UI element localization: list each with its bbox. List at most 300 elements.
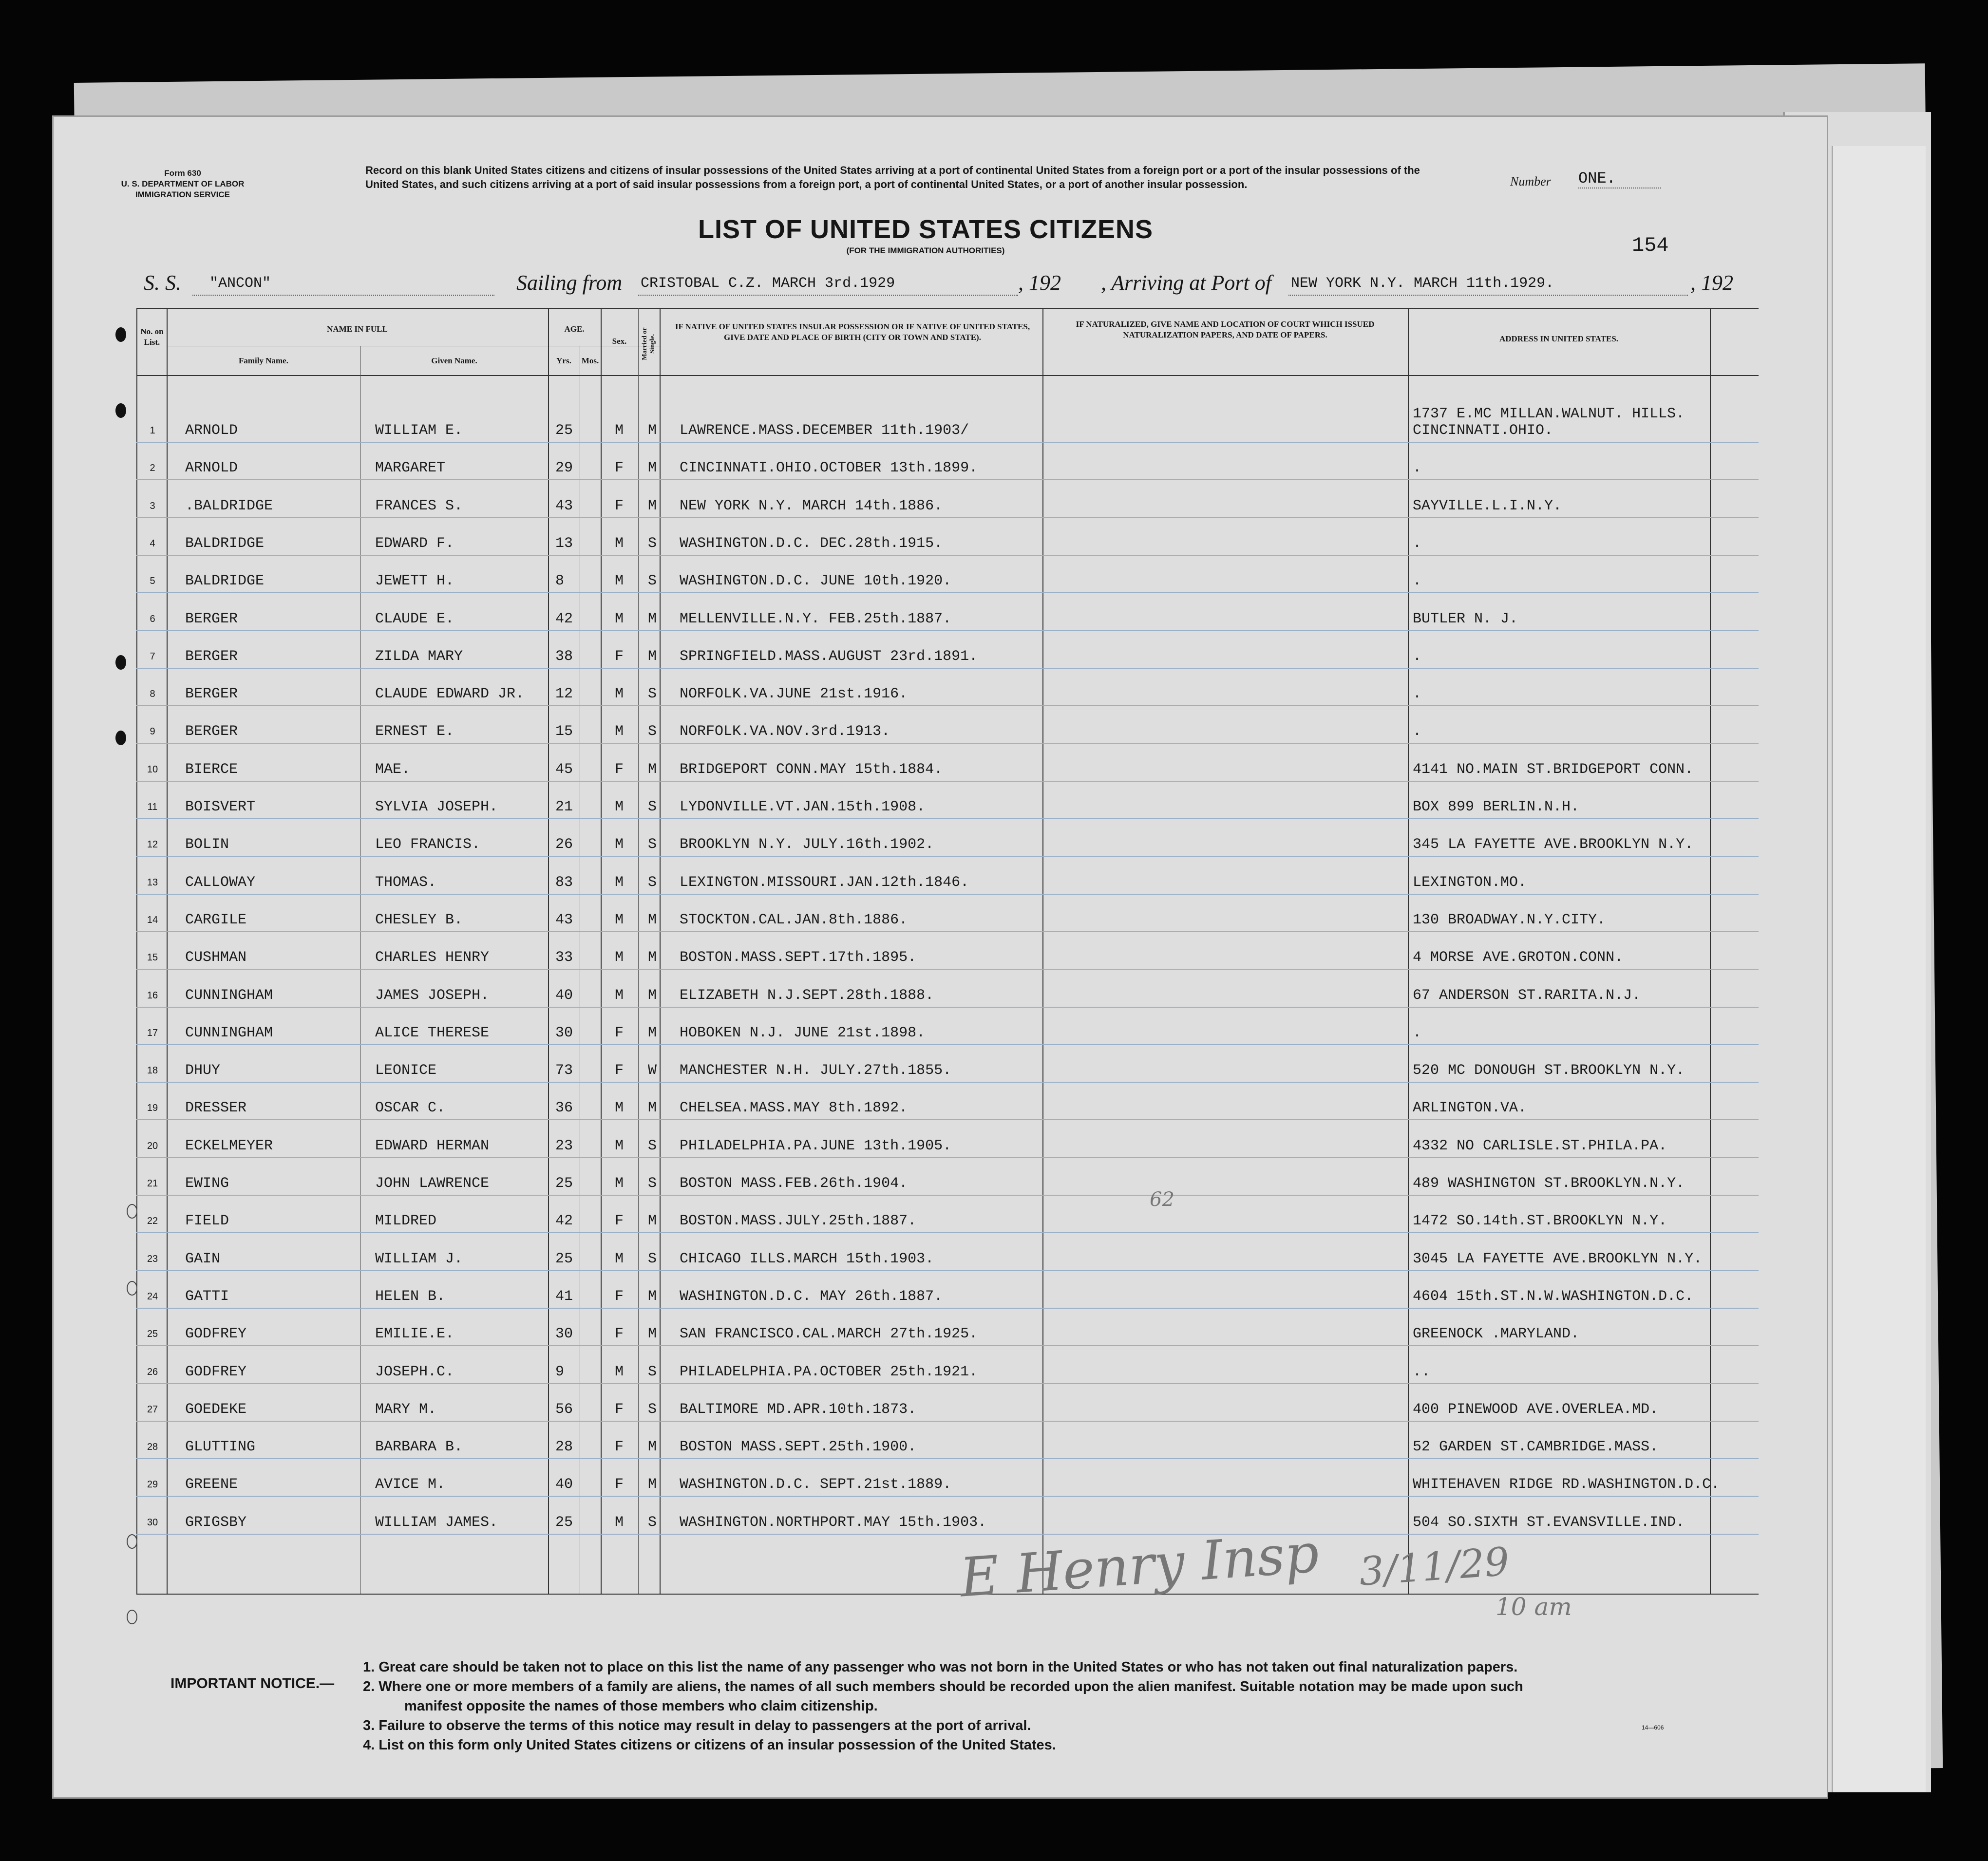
punch-hole (115, 403, 126, 418)
birth-place-date: HOBOKEN N.J. JUNE 21st.1898. (680, 1024, 926, 1041)
address: GREENOCK .MARYLAND. (1413, 1326, 1580, 1343)
address: 4141 NO.MAIN ST.BRIDGEPORT CONN. (1413, 761, 1694, 778)
family-name: DRESSER (185, 1100, 247, 1117)
address: 67 ANDERSON ST.RARITA.N.J. (1413, 987, 1641, 1004)
given-name: JEWETT H. (375, 573, 454, 590)
given-name: WILLIAM J. (375, 1250, 463, 1267)
marital-status: M (648, 761, 657, 778)
col-border-mos (601, 308, 602, 1594)
row-rule (136, 743, 1759, 744)
marital-status: S (648, 535, 657, 552)
row-number: 7 (150, 651, 155, 662)
row-rule (136, 442, 1759, 443)
form-identifier (80, 168, 285, 200)
inspector-signature: E Henry Insp (958, 1522, 1321, 1609)
address: . (1413, 648, 1422, 665)
col-border-address (1710, 308, 1711, 1594)
birth-place-date: BOSTON.MASS.SEPT.17th.1895. (680, 949, 917, 966)
age-years: 30 (555, 1326, 573, 1343)
form-code: 14—606 (1642, 1724, 1664, 1731)
given-name: ZILDA MARY (375, 648, 463, 665)
given-name: EDWARD HERMAN (375, 1137, 490, 1154)
row-number: 2 (150, 463, 155, 474)
marital-status: W (648, 1062, 657, 1079)
address: 1472 SO.14th.ST.BROOKLYN N.Y. (1413, 1213, 1667, 1230)
row-number: 1 (150, 425, 155, 436)
birth-place-date: CHICAGO ILLS.MARCH 15th.1903. (680, 1250, 934, 1267)
sex: M (615, 836, 624, 853)
address: 520 MC DONOUGH ST.BROOKLYN N.Y. (1413, 1062, 1685, 1079)
row-number: 14 (147, 914, 158, 925)
row-rule (136, 894, 1759, 895)
punch-hole (115, 327, 126, 342)
ship-label: S. S. (144, 271, 181, 295)
marital-status: S (648, 1363, 657, 1380)
family-name: GREENE (185, 1476, 238, 1493)
year-label-1: , 192 (1018, 271, 1061, 295)
marital-status: S (648, 1514, 657, 1531)
birth-place-date: SAN FRANCISCO.CAL.MARCH 27th.1925. (680, 1326, 978, 1343)
marital-status: M (648, 1288, 657, 1305)
sex: M (615, 1363, 624, 1380)
marital-status: M (648, 610, 657, 627)
sex: F (615, 1401, 624, 1418)
service-name: IMMIGRATION SERVICE (135, 190, 230, 199)
family-name: BERGER (185, 723, 238, 740)
row-number: 5 (150, 576, 155, 587)
arriving-line (1288, 295, 1688, 296)
col-border-left (136, 308, 137, 1594)
age-years: 25 (555, 422, 573, 439)
address-line-2: CINCINNATI.OHIO. (1413, 422, 1553, 439)
family-name: ECKELMEYER (185, 1137, 273, 1154)
inspection-date: 3/11/29 (1358, 1539, 1511, 1595)
age-years: 45 (555, 761, 573, 778)
row-rule (136, 1082, 1759, 1083)
notice-item-2: 2. Where one or more members of a family are aliens, the names of all such members should be recorded upon the alien manifest. Suitable notation may be made upon such (363, 1679, 1523, 1694)
age-years: 40 (555, 1476, 573, 1493)
age-years: 40 (555, 987, 573, 1004)
row-number: 9 (150, 726, 155, 737)
age-years: 8 (555, 573, 565, 590)
family-name: BERGER (185, 610, 238, 627)
marital-status: S (648, 573, 657, 590)
given-name: CHARLES HENRY (375, 949, 490, 966)
birth-place-date: NORFOLK.VA.JUNE 21st.1916. (680, 686, 908, 703)
page-subtitle: (FOR THE IMMIGRATION AUTHORITIES) (846, 246, 1005, 255)
sex: F (615, 460, 624, 477)
age-years: 42 (555, 1213, 573, 1230)
family-name: GOEDEKE (185, 1401, 247, 1418)
sex: F (615, 761, 624, 778)
col-border-married (660, 308, 661, 1594)
birth-place-date: BOSTON MASS.SEPT.25th.1900. (680, 1439, 917, 1456)
family-name: BIERCE (185, 761, 238, 778)
age-years: 43 (555, 497, 573, 514)
col-border-given (548, 308, 549, 1594)
age-years: 30 (555, 1024, 573, 1041)
family-name: GATTI (185, 1288, 229, 1305)
birth-place-date: WASHINGTON.D.C. DEC.28th.1915. (680, 535, 943, 552)
birth-place-date: WASHINGTON.D.C. JUNE 10th.1920. (680, 573, 952, 590)
notice-item-4: 4. List on this form only United States citizens or citizens of an insular possession of the United States. (363, 1737, 1056, 1753)
sex: M (615, 535, 624, 552)
header-mos: Mos. (581, 356, 599, 365)
address: . (1413, 573, 1422, 590)
header-given-name: Given Name. (431, 356, 477, 365)
age-years: 56 (555, 1401, 573, 1418)
punch-hole (115, 655, 126, 670)
col-border-sex (638, 308, 639, 1594)
row-rule (136, 1195, 1759, 1196)
row-number: 6 (150, 613, 155, 624)
address: BUTLER N. J. (1413, 610, 1518, 627)
family-name: GAIN (185, 1250, 221, 1267)
given-name: WILLIAM E. (375, 422, 463, 439)
family-name: BERGER (185, 648, 238, 665)
sex: F (615, 1288, 624, 1305)
sex: M (615, 911, 624, 928)
arriving-label: , Arriving at Port of (1101, 271, 1271, 295)
header-married-single: Married or Single. (641, 327, 656, 360)
row-rule (136, 1458, 1759, 1459)
row-number: 21 (147, 1178, 158, 1189)
row-number: 13 (147, 877, 158, 888)
row-number: 23 (147, 1253, 158, 1264)
marital-status: M (648, 911, 657, 928)
birth-place-date: LAWRENCE.MASS.DECEMBER 11th.1903/ (680, 422, 969, 439)
marital-status: M (648, 648, 657, 665)
birth-place-date: SPRINGFIELD.MASS.AUGUST 23rd.1891. (680, 648, 978, 665)
marital-status: S (648, 686, 657, 703)
birth-place-date: BROOKLYN N.Y. JULY.16th.1902. (680, 836, 934, 853)
number-value: ONE. (1578, 169, 1661, 188)
birth-place-date: BOSTON.MASS.JULY.25th.1887. (680, 1213, 917, 1230)
given-name: LEO FRANCIS. (375, 836, 481, 853)
address: . (1413, 723, 1422, 740)
page-number: 154 (1632, 234, 1669, 257)
address: . (1413, 535, 1422, 552)
header-family-name: Family Name. (239, 356, 288, 365)
sex: M (615, 1137, 624, 1154)
given-name: ALICE THERESE (375, 1024, 490, 1041)
sex: F (615, 1213, 624, 1230)
age-years: 25 (555, 1250, 573, 1267)
address: 400 PINEWOOD AVE.OVERLEA.MD. (1413, 1401, 1659, 1418)
margin-mark: 62 (1150, 1188, 1174, 1211)
row-rule (136, 1534, 1759, 1535)
given-name: OSCAR C. (375, 1100, 446, 1117)
address: LEXINGTON.MO. (1413, 874, 1527, 891)
row-number: 25 (147, 1329, 158, 1340)
age-years: 83 (555, 874, 573, 891)
marital-status: M (648, 422, 657, 439)
age-years: 23 (555, 1137, 573, 1154)
row-number: 17 (147, 1027, 158, 1038)
paper-stack-edge-2 (1832, 146, 1926, 1792)
row-number: 16 (147, 990, 158, 1001)
marital-status: S (648, 1137, 657, 1154)
given-name: MARGARET (375, 460, 446, 477)
row-rule (136, 931, 1759, 932)
row-number: 22 (147, 1216, 158, 1227)
row-number: 3 (150, 500, 155, 511)
sex: M (615, 422, 624, 439)
sex: F (615, 1024, 624, 1041)
family-name: DHUY (185, 1062, 221, 1079)
sex: M (615, 987, 624, 1004)
row-rule (136, 856, 1759, 857)
row-number: 15 (147, 952, 158, 963)
given-name: EDWARD F. (375, 535, 454, 552)
family-name: BOLIN (185, 836, 229, 853)
address: .. (1413, 1363, 1431, 1380)
sex: M (615, 1100, 624, 1117)
department-name: U. S. DEPARTMENT OF LABOR (121, 179, 245, 188)
given-name: ERNEST E. (375, 723, 454, 740)
address: 4 MORSE AVE.GROTON.CONN. (1413, 949, 1624, 966)
sailing-label: Sailing from (516, 271, 623, 295)
address: WHITEHAVEN RIDGE RD.WASHINGTON.D.C. (1413, 1476, 1720, 1493)
given-name: BARBARA B. (375, 1439, 463, 1456)
row-rule (136, 818, 1759, 819)
given-name: JOHN LAWRENCE (375, 1175, 490, 1192)
birth-place-date: ELIZABETH N.J.SEPT.28th.1888. (680, 987, 934, 1004)
birth-place-date: MANCHESTER N.H. JULY.27th.1855. (680, 1062, 952, 1079)
marital-status: M (648, 460, 657, 477)
age-years: 29 (555, 460, 573, 477)
address: 4604 15th.ST.N.W.WASHINGTON.D.C. (1413, 1288, 1694, 1305)
birth-place-date: WASHINGTON.D.C. MAY 26th.1887. (680, 1288, 943, 1305)
table-header-bottom-border (136, 375, 1759, 376)
given-name: LEONICE (375, 1062, 437, 1079)
given-name: AVICE M. (375, 1476, 446, 1493)
sex: M (615, 874, 624, 891)
sex: F (615, 497, 624, 514)
marital-status: M (648, 1439, 657, 1456)
given-name: FRANCES S. (375, 497, 463, 514)
family-name: BALDRIDGE (185, 535, 265, 552)
age-years: 73 (555, 1062, 573, 1079)
sex: F (615, 1439, 624, 1456)
given-name: JAMES JOSEPH. (375, 987, 490, 1004)
given-name: MILDRED (375, 1213, 437, 1230)
address: 345 LA FAYETTE AVE.BROOKLYN N.Y. (1413, 836, 1694, 853)
birth-place-date: NORFOLK.VA.NOV.3rd.1913. (680, 723, 890, 740)
given-name: MARY M. (375, 1401, 437, 1418)
age-years: 9 (555, 1363, 565, 1380)
row-rule (136, 1345, 1759, 1346)
family-name: BOISVERT (185, 799, 256, 815)
address: 1737 E.MC MILLAN.WALNUT. HILLS. (1413, 406, 1685, 422)
sailing-value: CRISTOBAL C.Z. MARCH 3rd.1929 (641, 275, 895, 292)
punch-hole-outline (127, 1204, 137, 1219)
address: SAYVILLE.L.I.N.Y. (1413, 497, 1562, 514)
arriving-value: NEW YORK N.Y. MARCH 11th.1929. (1291, 275, 1554, 292)
birth-place-date: BRIDGEPORT CONN.MAY 15th.1884. (680, 761, 943, 778)
row-rule (136, 1421, 1759, 1422)
age-years: 15 (555, 723, 573, 740)
sex: F (615, 648, 624, 665)
address: BOX 899 BERLIN.N.H. (1413, 799, 1580, 815)
row-number: 20 (147, 1140, 158, 1151)
sex: F (615, 1062, 624, 1079)
inspection-time: 10 am (1496, 1593, 1572, 1621)
given-name: SYLVIA JOSEPH. (375, 799, 498, 815)
notice-heading: IMPORTANT NOTICE.— (170, 1675, 335, 1692)
family-name: ARNOLD (185, 460, 238, 477)
header-sex: Sex. (612, 337, 627, 346)
family-name: BERGER (185, 686, 238, 703)
birth-place-date: BALTIMORE MD.APR.10th.1873. (680, 1401, 917, 1418)
sex: M (615, 686, 624, 703)
row-rule (136, 630, 1759, 631)
family-name: FIELD (185, 1213, 229, 1230)
marital-status: M (648, 1024, 657, 1041)
row-number: 18 (147, 1065, 158, 1076)
marital-status: S (648, 1175, 657, 1192)
marital-status: S (648, 874, 657, 891)
row-rule (136, 668, 1759, 669)
sex: M (615, 949, 624, 966)
birth-place-date: STOCKTON.CAL.JAN.8th.1886. (680, 911, 908, 928)
given-name: WILLIAM JAMES. (375, 1514, 498, 1531)
sex: M (615, 723, 624, 740)
sex: M (615, 1175, 624, 1192)
given-name: CHESLEY B. (375, 911, 463, 928)
birth-place-date: PHILADELPHIA.PA.JUNE 13th.1905. (680, 1137, 952, 1154)
marital-status: M (648, 1476, 657, 1493)
marital-status: M (648, 1100, 657, 1117)
row-number: 28 (147, 1442, 158, 1453)
family-name: .BALDRIDGE (185, 497, 273, 514)
address: 4332 NO CARLISLE.ST.PHILA.PA. (1413, 1137, 1667, 1154)
row-number: 26 (147, 1366, 158, 1377)
marital-status: S (648, 836, 657, 853)
given-name: EMILIE.E. (375, 1326, 454, 1343)
marital-status: M (648, 1213, 657, 1230)
address: . (1413, 460, 1422, 477)
row-number: 10 (147, 764, 158, 775)
birth-place-date: PHILADELPHIA.PA.OCTOBER 25th.1921. (680, 1363, 978, 1380)
row-number: 12 (147, 839, 158, 850)
marital-status: M (648, 987, 657, 1004)
row-rule (136, 1496, 1759, 1497)
row-rule (136, 1270, 1759, 1271)
age-years: 36 (555, 1100, 573, 1117)
table-top-border (136, 308, 1759, 309)
sex: M (615, 799, 624, 815)
row-rule (136, 555, 1759, 556)
row-rule (136, 592, 1759, 593)
address: 52 GARDEN ST.CAMBRIDGE.MASS. (1413, 1439, 1659, 1456)
sex: M (615, 1514, 624, 1531)
col-border-birth (1042, 308, 1043, 1594)
notice-item-3: 3. Failure to observe the terms of this notice may result in delay to passengers at the port of arrival. (363, 1718, 1031, 1733)
header-birth: IF NATIVE OF UNITED STATES INSULAR POSSESSION OR IF NATIVE OF UNITED STATES, GIVE DATE AND PLACE OF BIRTH (CITY OR TOWN AND STATE). (675, 322, 1030, 342)
given-name: CLAUDE EDWARD JR. (375, 686, 525, 703)
birth-place-date: LYDONVILLE.VT.JAN.15th.1908. (680, 799, 926, 815)
row-number: 8 (150, 689, 155, 700)
sex: M (615, 1250, 624, 1267)
age-years: 13 (555, 535, 573, 552)
row-number: 4 (150, 538, 155, 549)
row-number: 24 (147, 1291, 158, 1302)
row-rule (136, 479, 1759, 480)
notice-item-1: 1. Great care should be taken not to place on this list the name of any passenger who was not born in the United States or who has not taken out final naturalization papers. (363, 1659, 1518, 1675)
notice-item-2-cont: manifest opposite the names of those members who claim citizenship. (404, 1698, 878, 1714)
row-rule (136, 705, 1759, 706)
given-name: MAE. (375, 761, 411, 778)
age-years: 43 (555, 911, 573, 928)
page-title: LIST OF UNITED STATES CITIZENS (698, 215, 1153, 244)
marital-status: M (648, 949, 657, 966)
family-name: CUSHMAN (185, 949, 247, 966)
family-name: GODFREY (185, 1326, 247, 1343)
family-name: CALLOWAY (185, 874, 256, 891)
family-name: CARGILE (185, 911, 247, 928)
family-name: GRIGSBY (185, 1514, 247, 1531)
row-number: 30 (147, 1517, 158, 1528)
address: 130 BROADWAY.N.Y.CITY. (1413, 911, 1606, 928)
age-years: 28 (555, 1439, 573, 1456)
form-preamble: Record on this blank United States citizens and citizens of insular possessions of the United States arriving at a port of continental United States from a foreign port or a port of the insular possessions of the United States, and such citizens arriving at a port of said insular possessions from a foreign port, a port of continental United States, or a port of another insular possession. (365, 164, 1420, 190)
row-number: 11 (147, 802, 158, 812)
row-rule (136, 1119, 1759, 1120)
sex: M (615, 573, 624, 590)
sex: F (615, 1326, 624, 1343)
punch-hole-outline (127, 1534, 137, 1549)
marital-status: S (648, 799, 657, 815)
header-name-in-full: NAME IN FULL (327, 324, 388, 334)
age-years: 42 (555, 610, 573, 627)
given-name: JOSEPH.C. (375, 1363, 454, 1380)
family-name: CUNNINGHAM (185, 987, 273, 1004)
sex: F (615, 1476, 624, 1493)
marital-status: S (648, 723, 657, 740)
family-name: BALDRIDGE (185, 573, 265, 590)
family-name: ARNOLD (185, 422, 238, 439)
age-years: 21 (555, 799, 573, 815)
marital-status: S (648, 1250, 657, 1267)
ship-name: "ANCON" (209, 275, 271, 292)
address: ARLINGTON.VA. (1413, 1100, 1527, 1117)
sex: M (615, 610, 624, 627)
age-years: 12 (555, 686, 573, 703)
marital-status: M (648, 497, 657, 514)
age-years: 38 (555, 648, 573, 665)
sailing-line (638, 295, 1018, 296)
address: 3045 LA FAYETTE AVE.BROOKLYN N.Y. (1413, 1250, 1703, 1267)
birth-place-date: CHELSEA.MASS.MAY 8th.1892. (680, 1100, 908, 1117)
row-rule (136, 1383, 1759, 1384)
row-rule (136, 1044, 1759, 1045)
header-age: AGE. (564, 324, 585, 334)
row-number: 27 (147, 1404, 158, 1415)
age-years: 25 (555, 1514, 573, 1531)
age-years: 26 (555, 836, 573, 853)
number-label: Number (1510, 174, 1551, 188)
address: . (1413, 686, 1422, 703)
given-name: THOMAS. (375, 874, 437, 891)
birth-place-date: NEW YORK N.Y. MARCH 14th.1886. (680, 497, 943, 514)
row-rule (136, 969, 1759, 970)
family-name: EWING (185, 1175, 229, 1192)
header-yrs: Yrs. (556, 356, 571, 365)
punch-hole-outline (127, 1281, 137, 1296)
year-label-2: , 192 (1690, 271, 1733, 295)
row-rule (136, 1232, 1759, 1233)
